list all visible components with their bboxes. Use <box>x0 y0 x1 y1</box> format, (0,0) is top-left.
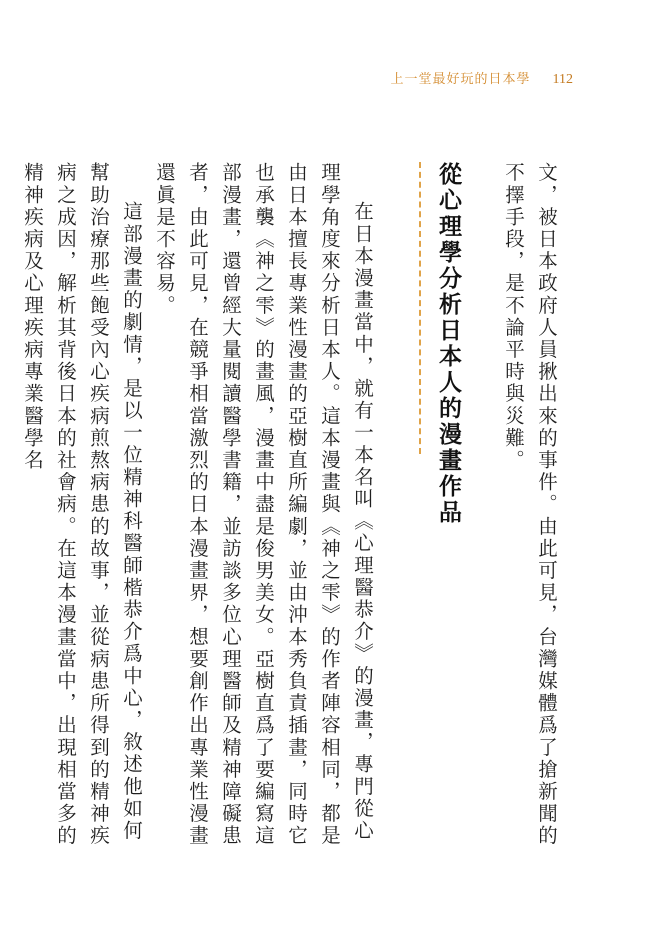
running-header <box>391 68 574 88</box>
section-heading-text: 從心理學分析日本人的漫畫作品 <box>435 162 461 526</box>
body-paragraph-1: 在日本漫畫當中，就有一本名叫《心理醫恭介》的漫畫，專門從心理學角度來分析日本人。這本漫畫與《神之雫》的作者陣容相同，都是由日本擅長專業性漫畫的亞樹直所編劇，並由沖本秀負責插畫，同時它也承襲《神之雫》的畫風，漫畫中盡是俊男美女。亞樹直爲了要編寫這部漫畫，還曾經大量閱讀醫學書籍，並訪談多位心理醫師及精神障礙患者，由此可見，在競爭相當激烈的日本漫畫界，想要創作出專業性漫畫還眞是不容易。 <box>153 162 374 848</box>
heading-rule <box>419 162 421 454</box>
section-heading <box>419 162 463 852</box>
page-number: 112 <box>552 72 573 87</box>
body-paragraph-2: 這部漫畫的劇情，是以一位精神科醫師楷恭介爲中心，敘述他如何幫助治療那些飽受內心疾病煎熬病患的故事，並從病患所得到的精神疾病之成因，解析其背後日本的社會病。在這本漫畫當中，出現相當多的精神疾病及心理疾病專業醫學名 <box>21 162 143 848</box>
book-title: 上一堂最好玩的日本學 <box>390 72 531 87</box>
vertical-text-body <box>16 162 563 852</box>
continuation-paragraph: 文，被日本政府人員揪出來的事件。由此可見，台灣媒體爲了搶新聞的不擇手段，是不論平時與災難。 <box>502 162 558 848</box>
